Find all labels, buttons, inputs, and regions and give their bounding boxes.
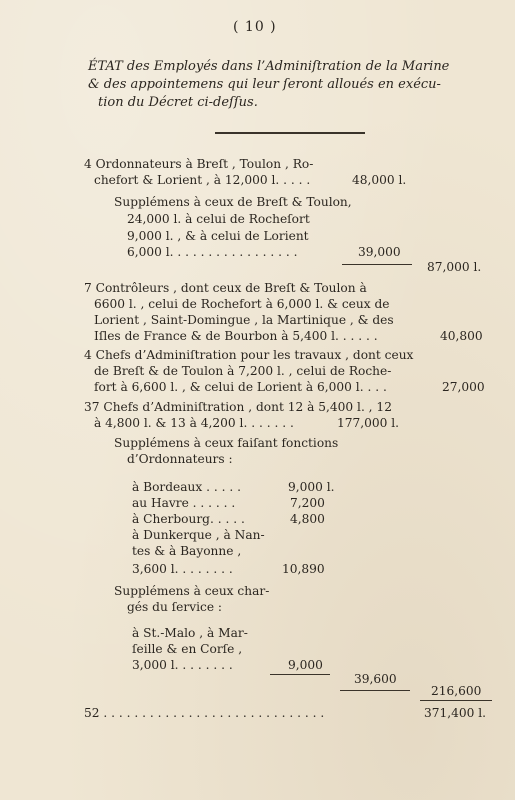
ordonnateurs-supp-2: 24,000 l. à celui de Rocheſort <box>127 212 310 226</box>
ordonnateurs-supp-1: Supplémens à ceux de Breſt & Toulon, <box>114 195 352 209</box>
controleurs-line-2: 6600 l. , celui de Rochefort à 6,000 l. & ceux de <box>94 297 390 311</box>
supp-item-label: tes & à Bayonne , <box>132 544 242 558</box>
supp-sum-rule <box>270 674 330 675</box>
supp-item-value: 10,890 <box>282 562 325 576</box>
controleurs-line-1: 7 Contrôleurs , dont ceux de Breſt & Toulon à <box>84 281 367 295</box>
supp2-item-label: ſeille & en Corſe , <box>132 642 243 656</box>
supp-item-value: 7,200 <box>290 496 325 510</box>
supp-item-value: 9,000 l. <box>288 480 335 494</box>
supp-item-label: à Bordeaux . . . . . <box>132 480 242 494</box>
supp-item-value: 4,800 <box>290 512 325 526</box>
ordonnateurs-supp-3: 9,000 l. , & à celui de Lorient <box>127 229 309 243</box>
chefs-admin-line-1: 37 Chefs d’Adminiſtration , dont 12 à 5,400 l. , 12 <box>84 400 392 414</box>
supp2-item-label: à St.-Malo , à Mar- <box>132 626 248 640</box>
ordonnateurs-supp-4: 6,000 l. . . . . . . . . . . . . . . . . <box>127 245 298 259</box>
supp-item-label: 3,600 l. . . . . . . . <box>132 562 233 576</box>
ordonnateurs-line-2: chefort & Lorient , à 12,000 l. . . . . <box>94 173 311 187</box>
chefs-admin-grand-sub: 216,600 <box>431 684 482 698</box>
footer-carried: 52 . . . . . . . . . . . . . . . . . . . . . . . . . . . . . <box>84 706 325 720</box>
ordonnateurs-supp-amount: 39,000 <box>358 245 401 259</box>
footer-total: 371,400 l. <box>424 706 487 720</box>
chefs-admin-supp2-head-2: gés du ſervice : <box>127 600 223 614</box>
chefs-admin-supp2-head-1: Supplémens à ceux char- <box>114 584 270 598</box>
controleurs-amount: 40,800 <box>440 329 483 343</box>
ordonnateurs-amount: 48,000 l. <box>352 173 407 187</box>
controleurs-line-3: Lorient , Saint-Domingue , la Martinique , & des <box>94 313 394 327</box>
supp2-item-value: 9,000 <box>288 658 323 672</box>
supp-item-label: à Cherbourg. . . . . <box>132 512 245 526</box>
title-line-3: tion du Décret ci-deſſus. <box>98 95 258 110</box>
supp-item-label: au Havre . . . . . . <box>132 496 236 510</box>
chefs-admin-sub-total: 39,600 <box>354 672 397 686</box>
controleurs-line-4: Iſles de France & de Bourbon à 5,400 l. . . . . . <box>94 329 378 343</box>
sub-total-rule <box>340 690 410 691</box>
title-line-1: ÉTAT des Employés dans l’Adminiſtration de la Marine <box>88 59 450 74</box>
supp2-item-label: 3,000 l. . . . . . . . <box>132 658 233 672</box>
ordonnateurs-sum-rule <box>342 264 412 265</box>
chefs-travaux-line-1: 4 Chefs d’Adminiſtration pour les travaux , dont ceux <box>84 348 414 362</box>
chefs-travaux-line-2: de Breſt & de Toulon à 7,200 l. , celui de Roche- <box>94 364 392 378</box>
chefs-admin-supp-head-2: d’Ordonnateurs : <box>127 452 233 466</box>
ordonnateurs-total: 87,000 l. <box>427 260 482 274</box>
chefs-admin-supp-head-1: Supplémens à ceux faiſant fonctions <box>114 436 339 450</box>
chefs-admin-amount: 177,000 l. <box>337 416 400 430</box>
ordonnateurs-line-1: 4 Ordonnateurs à Breſt , Toulon , Ro- <box>84 157 314 171</box>
title-line-2: & des appointemens qui leur ſeront alloués en exécu- <box>88 77 441 92</box>
chefs-travaux-amount: 27,000 <box>442 380 485 394</box>
chefs-travaux-line-3: fort à 6,600 l. , & celui de Lorient à 6,000 l. . . . <box>94 380 387 394</box>
supp-item-label: à Dunkerque , à Nan- <box>132 528 265 542</box>
grand-sub-rule <box>420 700 492 701</box>
title-divider <box>215 132 365 134</box>
chefs-admin-line-2: à 4,800 l. & 13 à 4,200 l. . . . . . . <box>94 416 294 430</box>
page-number: ( 10 ) <box>233 19 277 35</box>
